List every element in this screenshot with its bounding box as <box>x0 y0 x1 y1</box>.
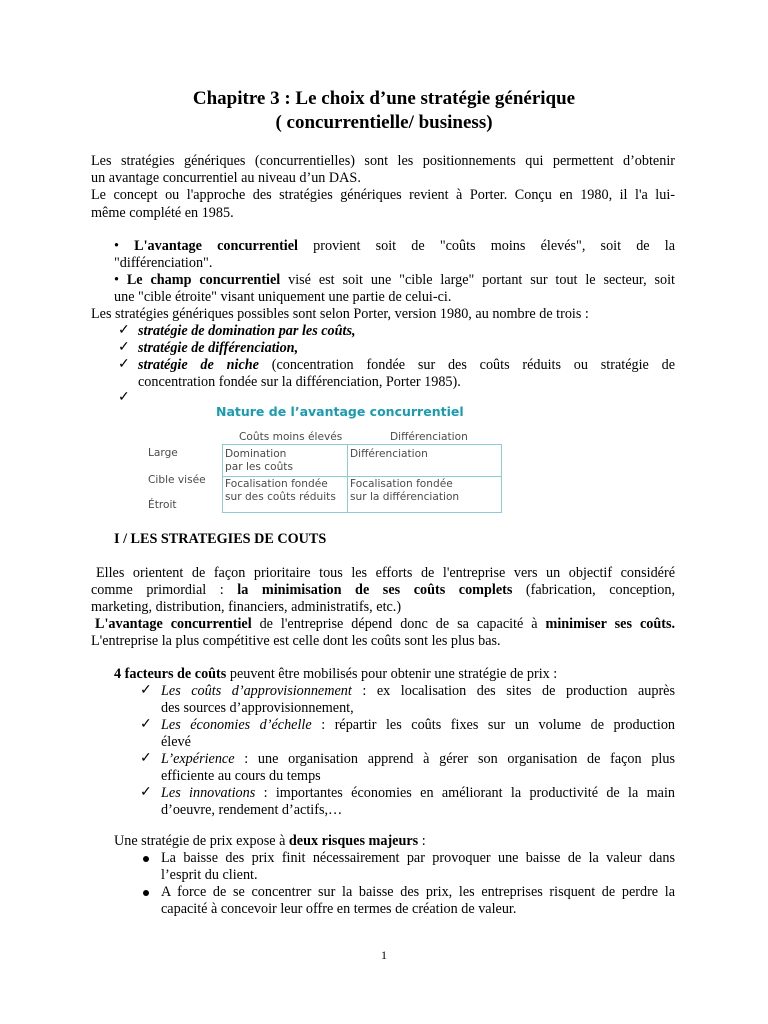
intro-line: un avantage concurrentiel au niveau d’un DAS. <box>91 170 361 186</box>
check-icon: ✓ <box>140 785 152 800</box>
text-span: comme primordial : <box>91 582 238 598</box>
bold-term: la minimisation de ses coûts complets <box>237 582 513 598</box>
section-paragraph-line <box>91 582 675 599</box>
risk-item-1-line2: l’esprit du client. <box>161 867 258 883</box>
section-paragraph-line: Elles orientent de façon prioritaire tous les efforts de l'entreprise vers un objectif considéré <box>96 565 675 581</box>
bullet-champ <box>114 272 675 289</box>
bullet-text: visé est soit une "cible large" portant sur tout le secteur, soit <box>280 272 675 288</box>
check-icon: ✓ <box>118 390 130 405</box>
table-cell: sur des coûts réduits <box>225 491 336 503</box>
section-paragraph-line: marketing, distribution, financiers, administratifs, etc.) <box>91 599 402 615</box>
table-divider <box>223 476 501 477</box>
factor-item-1-line2: des sources d’approvisionnement, <box>161 700 354 716</box>
bullet-dot-icon <box>143 856 149 862</box>
intro-line: Le concept ou l'approche des stratégies génériques revient à Porter. Conçu en 1980, il l'a lui- <box>91 187 675 203</box>
italic-term: Les coûts d’approvisionnement <box>161 683 352 699</box>
risk-item-1: La baisse des prix finit nécessairement par provoquer une baisse de la valeur dans <box>161 850 675 866</box>
page-number: 1 <box>381 948 387 962</box>
strategy-item-2: stratégie de différenciation, <box>138 340 299 356</box>
bullet-avantage <box>114 238 675 255</box>
factor-item-4-line2: d’oeuvre, rendement d’actifs,… <box>161 802 343 818</box>
check-icon: ✓ <box>140 717 152 732</box>
text-span: peuvent être mobilisés pour obtenir une stratégie de prix : <box>226 666 558 682</box>
bold-term: L'avantage concurrentiel <box>134 238 298 254</box>
item-text: (concentration fondée sur des coûts réduits ou stratégie de <box>258 357 675 373</box>
strategy-item-1: stratégie de domination par les coûts, <box>138 323 356 339</box>
section-paragraph-line: L'entreprise la plus compétitive est celle dont les coûts sont les plus bas. <box>91 633 501 649</box>
text-span: de l'entreprise dépend donc de sa capacité à <box>251 616 546 632</box>
table-divider <box>347 445 348 512</box>
text-span: : importantes économies en améliorant la productivité de la main <box>255 785 675 801</box>
bullet-champ-line2: une "cible étroite" visant uniquement une partie de celui-ci. <box>114 289 452 305</box>
bold-term: minimiser ses coûts. <box>545 616 676 632</box>
strategy-item-3-line2: concentration fondée sur la différenciation, Porter 1985). <box>138 374 461 390</box>
figure-title: Nature de l’avantage concurrentiel <box>216 404 464 419</box>
bullet-marker: • <box>114 238 119 254</box>
risk-item-2-line2: capacité à concevoir leur offre en termes de création de valeur. <box>161 901 517 917</box>
factors-lead <box>114 666 675 683</box>
italic-term: L’expérience <box>161 751 235 767</box>
check-icon: ✓ <box>118 323 130 338</box>
table-cell: Focalisation fondée <box>225 478 328 490</box>
factor-item-3-line2: efficiente au cours du temps <box>161 768 321 784</box>
bold-italic-term: stratégie de niche <box>138 357 259 373</box>
check-icon: ✓ <box>118 340 130 355</box>
text-span: : <box>418 833 426 849</box>
italic-term: Les économies d’échelle <box>161 717 312 733</box>
table-cell: sur la différenciation <box>350 491 460 503</box>
text-span: Une stratégie de prix expose à <box>114 833 289 849</box>
bullet-marker: • <box>114 272 119 288</box>
check-icon: ✓ <box>140 683 152 698</box>
section-paragraph-line <box>95 616 675 633</box>
text-span: : ex localisation des sites de production auprès <box>351 683 675 699</box>
factor-item-4 <box>161 785 675 802</box>
table-cell: par les coûts <box>225 461 293 473</box>
table-cell: Domination <box>225 448 287 460</box>
bold-term: Le champ concurrentiel <box>126 272 281 288</box>
text-span: : une organisation apprend à gérer son organisation de façon plus <box>234 751 675 767</box>
factor-item-2 <box>161 717 675 734</box>
chapter-title-line1: Chapitre 3 : Le choix d’une stratégie générique <box>192 88 576 109</box>
check-icon: ✓ <box>118 357 130 372</box>
factor-item-2-line2: élevé <box>161 734 191 750</box>
intro-line: Les stratégies génériques (concurrentielles) sont les positionnements qui permettent d’obtenir <box>91 153 675 169</box>
intro-line: même complété en 1985. <box>91 205 234 221</box>
factor-item-3 <box>161 751 675 768</box>
factor-item-1 <box>161 683 675 700</box>
italic-term: Les innovations <box>161 785 256 801</box>
risk-item-2: A force de se concentrer sur la baisse des prix, les entreprises risquent de perdre la <box>161 884 675 900</box>
bold-term: L'avantage concurrentiel <box>95 616 252 632</box>
bullet-text: provient soit de "coûts moins élevés", soit de la <box>298 238 676 254</box>
chapter-title-line2: ( concurrentielle/ business) <box>275 112 493 133</box>
bold-term: deux risques majeurs <box>288 833 419 849</box>
figure-row-label: Cible visée <box>148 474 206 486</box>
figure-col-header: Différenciation <box>390 431 468 443</box>
figure-col-header: Coûts moins élevés <box>239 431 343 443</box>
section-heading: I / LES STRATEGIES DE COUTS <box>114 531 327 547</box>
check-icon: ✓ <box>140 751 152 766</box>
bold-term: 4 facteurs de coûts <box>114 666 227 682</box>
strategy-item-3 <box>138 357 675 374</box>
table-cell: Différenciation <box>350 448 428 460</box>
text-span: (fabrication, conception, <box>512 582 676 598</box>
table-cell: Focalisation fondée <box>350 478 453 490</box>
risks-lead <box>114 833 675 850</box>
bullet-dot-icon <box>143 890 149 896</box>
bullet-avantage-line2: "différenciation". <box>114 255 213 271</box>
text-span: : répartir les coûts fixes sur un volume de production <box>311 717 676 733</box>
figure-row-label: Large <box>148 447 178 459</box>
figure-row-label: Étroit <box>148 499 177 511</box>
generic-lead: Les stratégies génériques possibles sont selon Porter, version 1980, au nombre de trois : <box>91 306 589 322</box>
